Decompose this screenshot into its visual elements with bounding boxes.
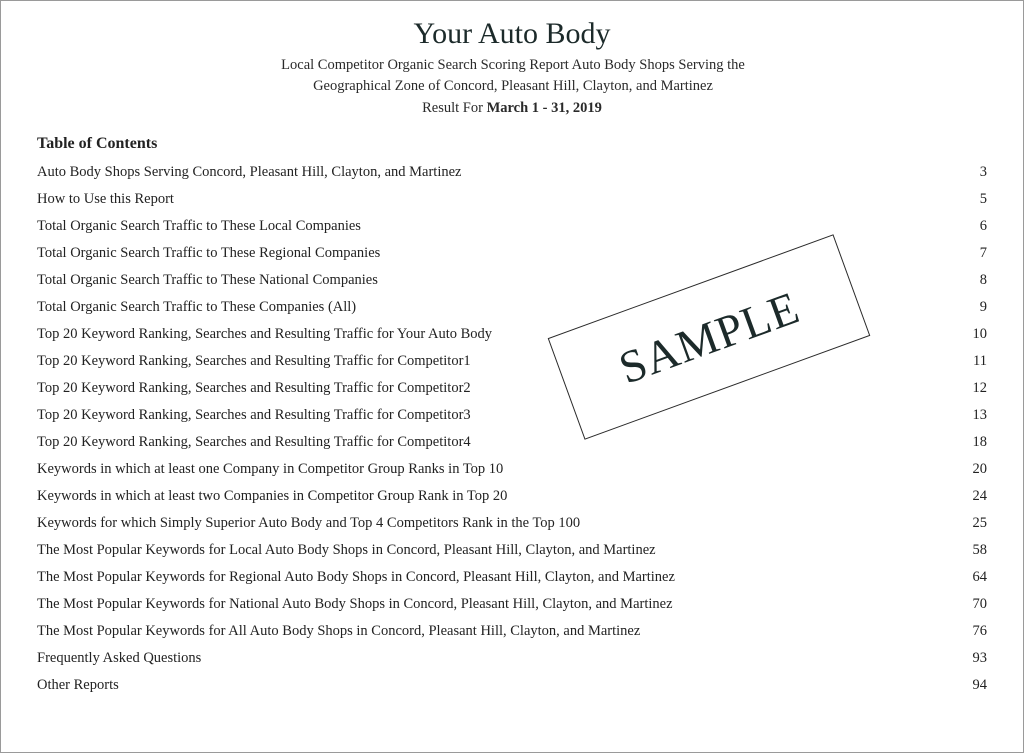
toc-entry-label[interactable]: Keywords in which at least two Companies in Competitor Group Rank in Top 20 xyxy=(37,488,508,504)
toc-entry-label[interactable]: Other Reports xyxy=(37,677,119,693)
toc-entry-label[interactable]: Total Organic Search Traffic to These Regional Companies xyxy=(37,245,381,261)
toc-entry-page: 58 xyxy=(972,542,987,558)
toc-entry[interactable] xyxy=(37,375,987,402)
toc-entry-page: 18 xyxy=(972,434,987,450)
toc-entry-page: 20 xyxy=(972,461,987,477)
toc-entry-page: 64 xyxy=(972,569,987,585)
toc-entry-page: 12 xyxy=(972,380,987,396)
toc-entry-page: 25 xyxy=(972,515,987,531)
toc-entry-page: 9 xyxy=(979,299,987,315)
result-prefix: Result For xyxy=(422,100,483,116)
toc-entry[interactable] xyxy=(37,348,987,375)
toc-entry-page: 7 xyxy=(979,245,987,261)
toc-entry[interactable] xyxy=(37,645,987,672)
report-title: Your Auto Body xyxy=(413,17,611,50)
toc-entry-page: 24 xyxy=(972,488,987,504)
sample-stamp-text: SAMPLE xyxy=(612,280,806,394)
toc-entry-page: 93 xyxy=(972,650,987,666)
toc-entry-label[interactable]: Top 20 Keyword Ranking, Searches and Resulting Traffic for Competitor4 xyxy=(37,434,471,450)
toc-entry-label[interactable]: Top 20 Keyword Ranking, Searches and Resulting Traffic for Competitor2 xyxy=(37,380,471,396)
toc-entry[interactable] xyxy=(37,159,987,186)
toc-entry-page: 5 xyxy=(979,191,987,207)
toc-entry-page: 8 xyxy=(979,272,987,288)
toc-entry-page: 3 xyxy=(979,164,987,180)
report-subtitle xyxy=(261,55,765,97)
toc-entry-page: 76 xyxy=(972,623,987,639)
toc-entry[interactable] xyxy=(37,402,987,429)
toc-entry[interactable] xyxy=(37,672,987,699)
toc-entry-label[interactable]: How to Use this Report xyxy=(37,191,174,207)
toc-entry-label[interactable]: Frequently Asked Questions xyxy=(37,650,202,666)
table-of-contents xyxy=(37,159,987,699)
subtitle-line-1: Local Competitor Organic Search Scoring Report Auto Body Shops Serving the xyxy=(281,57,745,73)
subtitle-line-2: Geographical Zone of Concord, Pleasant Hill, Clayton, and Martinez xyxy=(313,78,713,94)
toc-entry-label[interactable]: Top 20 Keyword Ranking, Searches and Resulting Traffic for Competitor1 xyxy=(37,353,471,369)
toc-heading: Table of Contents xyxy=(37,135,158,152)
result-date: March 1 - 31, 2019 xyxy=(486,100,602,116)
toc-entry-label[interactable]: Total Organic Search Traffic to These National Companies xyxy=(37,272,378,288)
toc-entry[interactable] xyxy=(37,483,987,510)
toc-entry-label[interactable]: The Most Popular Keywords for National Auto Body Shops in Concord, Pleasant Hill, Clayton, and Martinez xyxy=(37,596,673,612)
toc-entry[interactable] xyxy=(37,591,987,618)
toc-entry-page: 10 xyxy=(972,326,987,342)
result-period xyxy=(1,98,1023,118)
toc-entry[interactable] xyxy=(37,213,987,240)
toc-entry-label[interactable]: Total Organic Search Traffic to These Companies (All) xyxy=(37,299,357,315)
toc-entry-label[interactable]: The Most Popular Keywords for All Auto Body Shops in Concord, Pleasant Hill, Clayton, and Martinez xyxy=(37,623,641,639)
toc-entry[interactable] xyxy=(37,429,987,456)
toc-entry[interactable] xyxy=(37,618,987,645)
toc-entry-page: 6 xyxy=(979,218,987,234)
toc-entry[interactable] xyxy=(37,564,987,591)
toc-entry-label[interactable]: Top 20 Keyword Ranking, Searches and Resulting Traffic for Competitor3 xyxy=(37,407,471,423)
toc-entry[interactable] xyxy=(37,537,987,564)
toc-entry-page: 11 xyxy=(973,353,987,369)
toc-entry-label[interactable]: Total Organic Search Traffic to These Local Companies xyxy=(37,218,361,234)
toc-entry-label[interactable]: Auto Body Shops Serving Concord, Pleasant Hill, Clayton, and Martinez xyxy=(37,164,462,180)
toc-entry-label[interactable]: The Most Popular Keywords for Regional Auto Body Shops in Concord, Pleasant Hill, Clayton, and Martinez xyxy=(37,569,675,585)
toc-entry[interactable] xyxy=(37,510,987,537)
toc-entry-label[interactable]: Keywords for which Simply Superior Auto Body and Top 4 Competitors Rank in the Top 100 xyxy=(37,515,581,531)
toc-entry-label[interactable]: The Most Popular Keywords for Local Auto Body Shops in Concord, Pleasant Hill, Clayton, and Martinez xyxy=(37,542,656,558)
toc-entry-page: 13 xyxy=(972,407,987,423)
toc-entry[interactable] xyxy=(37,240,987,267)
toc-entry-page: 94 xyxy=(972,677,987,693)
toc-entry-label[interactable]: Top 20 Keyword Ranking, Searches and Resulting Traffic for Your Auto Body xyxy=(37,326,493,342)
toc-entry[interactable] xyxy=(37,456,987,483)
toc-entry-label[interactable]: Keywords in which at least one Company in Competitor Group Ranks in Top 10 xyxy=(37,461,504,477)
toc-entry-page: 70 xyxy=(972,596,987,612)
toc-entry[interactable] xyxy=(37,186,987,213)
